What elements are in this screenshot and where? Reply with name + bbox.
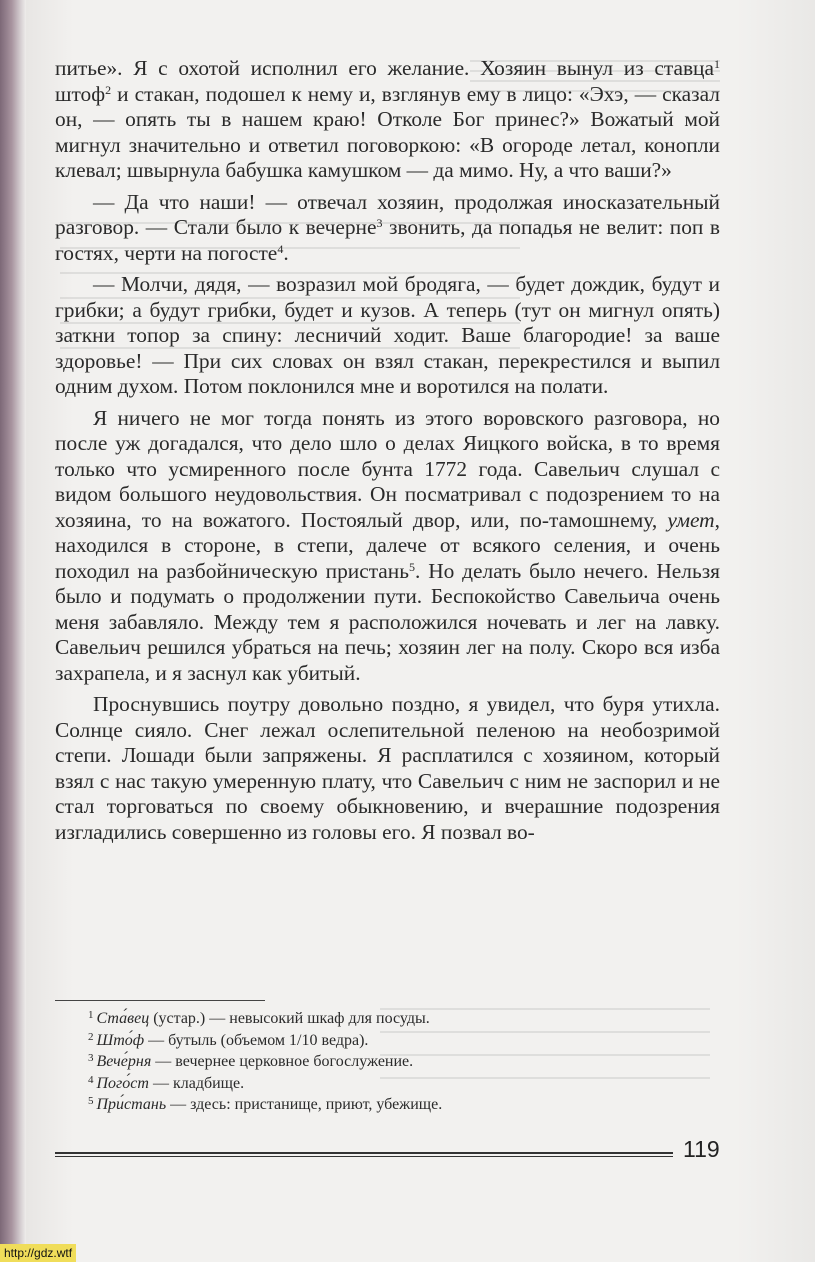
- footnote: $^2$ Што́ф — бутыль (объемом 1/10 ведра).: [88, 1030, 369, 1049]
- paragraph: Я ничего не мог тогда понять из этого воровского разговора, но после уж догадался, что дело шло о делах Яицкого войска, в то время только что усмиренного после бунта 1772 года. Савельич слушал с видом большого неудовольствия. Он посматривал с подозрением то на хозяина, то на вожатого. Постоялый двор, или, по-тамошнему, умет, находился в стороне, в степи, далече от всякого селения, и очень походил на разбойническую пристань$^5$. Но делать было нечего. Нельзя было и подумать о продолжении пути. Беспокойство Савельича очень меня забавляло. Между тем я расположился ночевать и лег на лавку. Савельич решился убраться на печь; хозяин лег на полу. Скоро вся изба захрапела, и я заснул как убитый.: [55, 405, 720, 685]
- paragraph: — Да что наши! — отвечал хозяин, продолжая иносказательный разговор. — Стали было к вечерне$^3$ звонить, да попадья не велит: поп в гостях, черти на погосте$^4$.: [55, 189, 720, 265]
- footnote-ref[interactable]: 4: [277, 241, 284, 256]
- page-footer-rule: [55, 1152, 673, 1157]
- paragraph: — Молчи, дядя, — возразил мой бродяга, — будет дождик, будут и грибки; а будут грибки, будет и кузов. А теперь (тут он мигнул опять) заткни топор за спину: лесничий ходит. Ваше благородие! за ваше здоровье! — При сих словах он взял стакан, перекрестился и выпил одним духом. Потом поклонился мне и воротился на полати.: [55, 272, 720, 398]
- footnote-ref[interactable]: 3: [376, 216, 383, 230]
- footnotes: [88, 1008, 648, 1116]
- footnote: $^4$ Пого́ст — кладбище.: [88, 1073, 245, 1092]
- main-text: [55, 56, 720, 845]
- footnote-ref[interactable]: 1: [714, 57, 720, 71]
- footnote-ref[interactable]: 5: [409, 559, 416, 574]
- watermark-label: http://gdz.wtf: [0, 1244, 76, 1262]
- page-number: 119: [683, 1136, 720, 1162]
- book-spine-shadow: [0, 0, 26, 1262]
- paragraph: Проснувшись поутру довольно поздно, я увидел, что буря утихла. Солнце сияло. Снег лежал ослепительной пеленою на необозримой степи. Лошади были запряжены. Я расплатился с хозяином, который взял с нас такую умеренную плату, что Савельич с ним не заспорил и не стал торговаться по своему обыкновению, и вчерашние подозрения изгладились совершенно из головы его. Я позвал во-: [55, 692, 720, 844]
- footnote: $^5$ При́стань — здесь: пристанище, приют, убежище.: [88, 1095, 443, 1113]
- footnote-divider: [55, 1000, 265, 1001]
- footnote: $^1$ Ста́вец (устар.) — невысокий шкаф для посуды.: [88, 1009, 430, 1027]
- footnote-ref[interactable]: 2: [105, 82, 112, 97]
- footnote: $^3$ Вече́рня — вечернее церковное богослужение.: [88, 1052, 414, 1070]
- italic-term: умет: [667, 507, 715, 532]
- paragraph: питье». Я с охотой исполнил его желание. Хозяин вынул из ставца$^1$ штоф$^2$ и стакан, подошел к нему и, взглянув ему в лицо: «Эхэ, — сказал он, — опять ты в нашем краю! Отколе Бог принес?» Вожатый мой мигнул значительно и ответил поговоркою: «В огороде летал, конопли клевал; швырнула бабушка камушком — да мимо. Ну, а что ваши?»: [55, 56, 720, 182]
